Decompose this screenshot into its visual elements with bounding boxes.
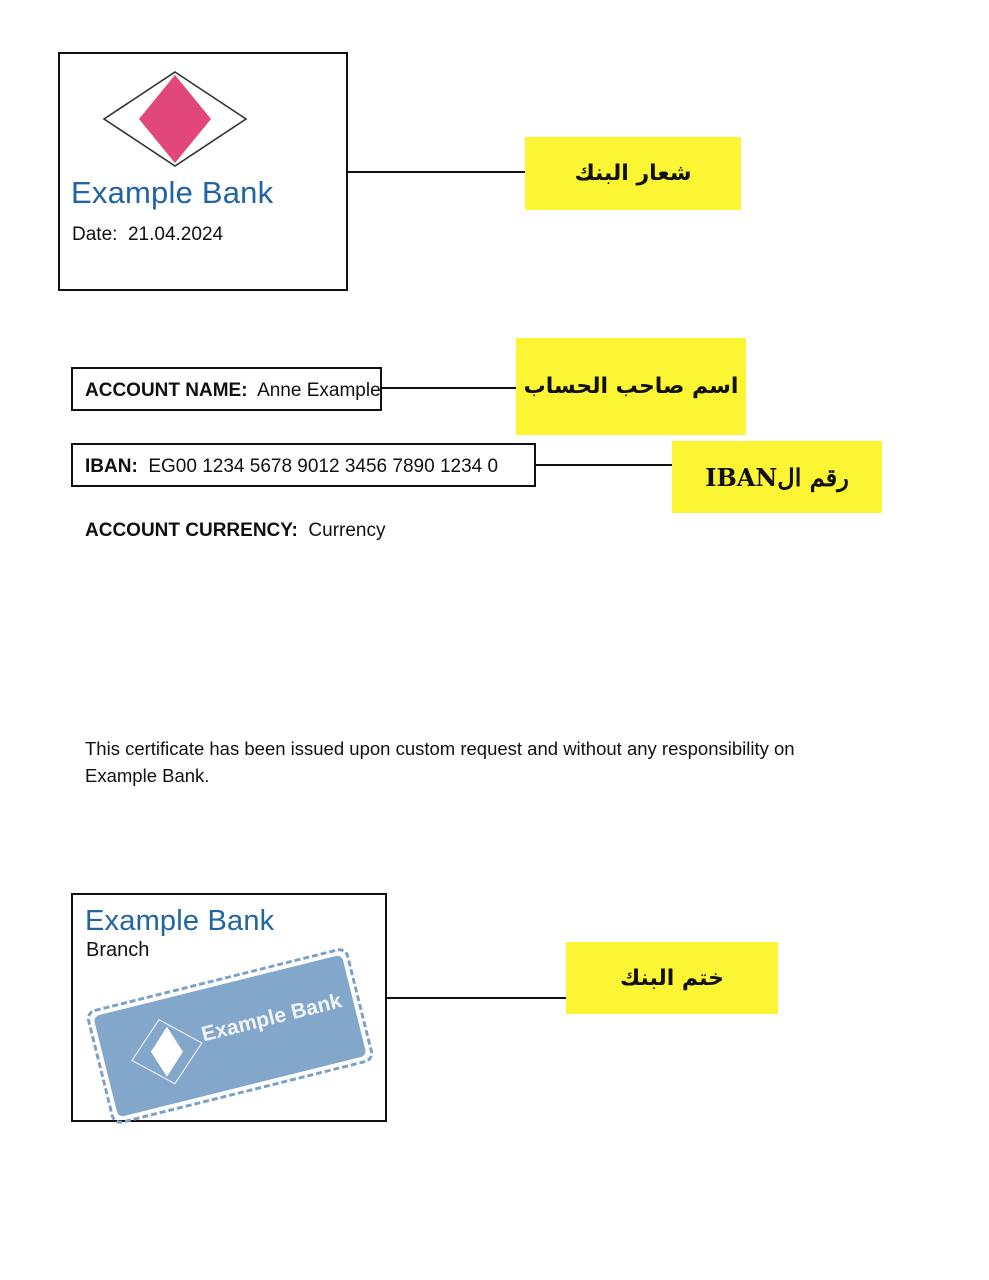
annotation-account-holder-name: اسم صاحب الحساب xyxy=(516,338,746,435)
connector-line-iban xyxy=(536,464,673,466)
connector-line-account-name xyxy=(382,387,517,389)
bank-logo-box xyxy=(58,52,348,291)
connector-line-logo xyxy=(348,171,525,173)
disclaimer-text: This certificate has been issued upon custom request and without any responsibility on Example Bank. xyxy=(85,738,795,786)
account-currency-label: ACCOUNT CURRENCY: xyxy=(85,520,298,541)
account-name-label: ACCOUNT NAME: xyxy=(85,380,248,401)
iban-label: IBAN: xyxy=(85,456,138,477)
iban-field xyxy=(85,456,498,478)
date-line xyxy=(72,224,223,246)
account-name-field xyxy=(85,380,381,402)
bank-logo-icon xyxy=(102,70,248,168)
date-label: Date: xyxy=(72,224,118,245)
annotation-bank-stamp: ختم البنك xyxy=(566,942,778,1014)
bank-name: Example Bank xyxy=(71,175,274,210)
account-name-box xyxy=(71,367,382,411)
date-value: 21.04.2024 xyxy=(127,224,224,245)
account-currency-value: Currency xyxy=(308,520,386,541)
iban-box xyxy=(71,443,536,487)
annotation-iban-number: رقم الIBAN xyxy=(672,441,882,513)
account-currency-field xyxy=(85,520,386,542)
connector-line-stamp xyxy=(387,997,567,999)
stamp-branch: Branch xyxy=(86,939,150,961)
account-name-value: Anne Example xyxy=(257,380,381,401)
bank-stamp-image xyxy=(85,946,376,1126)
iban-value: EG00 1234 5678 9012 3456 7890 1234 0 xyxy=(148,456,499,477)
stamp-bank-name: Example Bank xyxy=(85,905,275,937)
bank-stamp-box xyxy=(71,893,387,1122)
stamp-text: Example Bank xyxy=(199,989,345,1047)
annotation-bank-logo: شعار البنك xyxy=(525,137,741,210)
